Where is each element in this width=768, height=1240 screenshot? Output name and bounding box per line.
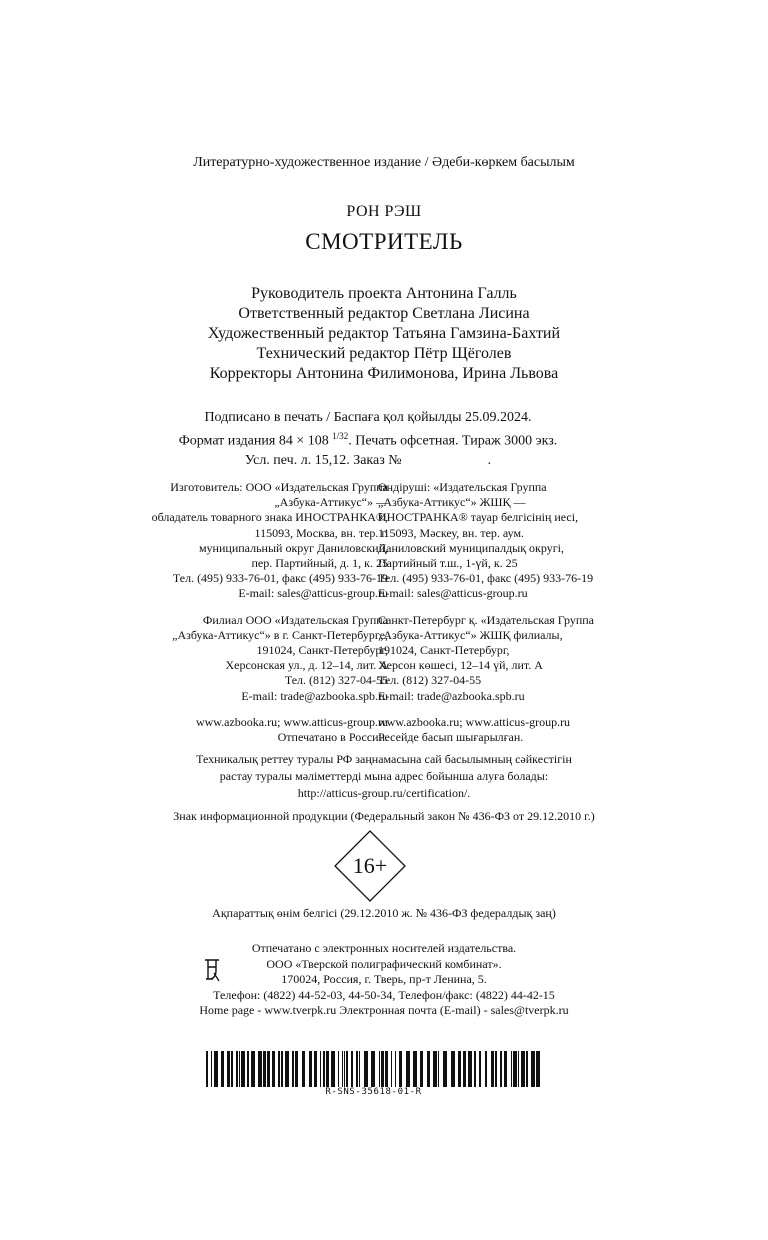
info-line: Отпечатано в России.	[277, 730, 388, 745]
info-line: „Азбука-Аттикус“» ЖШҚ —	[378, 495, 526, 510]
book-title: СМОТРИТЕЛЬ	[305, 229, 463, 254]
info-line: Тел. (495) 933-76-01, факс (495) 933-76-19	[172, 571, 388, 586]
web-block	[378, 715, 594, 745]
signed-date: Подписано в печать / Баспаға қол қойылды 25.09.2024.	[204, 410, 532, 425]
info-line: Даниловский муниципалдық округі,	[378, 540, 564, 555]
info-line: 191024, Санкт-Петербург,	[378, 643, 510, 658]
sheets-end: .	[487, 452, 492, 468]
info-line: Тел. (495) 933-76-01, факс (495) 933-76-19	[378, 571, 594, 586]
barcode-text: R-SNS-35618-01-R	[325, 1087, 422, 1097]
publisher-info-kz	[378, 480, 594, 756]
barcode-icon	[206, 1051, 541, 1087]
info-line: „Азбука-Аттикус“» ЖШҚ филиалы,	[378, 627, 563, 642]
printer-line: Телефон: (4822) 44-52-03, 44-50-34, Телефон/факс: (4822) 44-42-15	[213, 987, 555, 1002]
info-sign-ru: Знак информационной продукции (Федеральный закон № 436-ФЗ от 29.12.2010 г.)	[173, 809, 595, 823]
info-line: 191024, Санкт-Петербург,	[256, 643, 388, 658]
info-line: Филиал ООО «Издательская Группа	[202, 612, 388, 627]
staff-line: Ответственный редактор Светлана Лисина	[238, 305, 530, 322]
certification-link: http://atticus-group.ru/certification/.	[297, 786, 471, 800]
info-line: Херсон көшесі, 12–14 үй, лит. А	[378, 658, 543, 673]
info-line: www.azbooka.ru; www.atticus-group.ru	[195, 714, 388, 729]
tech-line: Техникалық реттеу туралы РФ заңнамасына сай басылымның сәйкестігін	[196, 752, 572, 766]
printer-line: 170024, Россия, г. Тверь, пр-т Ленина, 5.	[281, 972, 487, 987]
info-line: пер. Партийный, д. 1, к. 25	[251, 556, 388, 571]
info-line: муниципальный округ Даниловский,	[198, 540, 388, 555]
printer-line: Отпечатано с электронных носителей издательства.	[251, 941, 517, 955]
info-line: Тел. (812) 327-04-55	[284, 673, 388, 688]
info-line: E-mail: trade@azbooka.spb.ru	[378, 688, 525, 703]
info-line: „Азбука-Аттикус“» в г. Санкт-Петербурге,	[172, 627, 388, 642]
staff-line: Корректоры Антонина Филимонова, Ирина Львова	[209, 365, 559, 382]
info-line: 115093, Москва, вн. тер. г.	[254, 525, 388, 540]
info-line: Өндіруші: «Издательская Группа	[378, 480, 547, 494]
print-details	[0, 408, 736, 470]
manufacturer-block	[378, 480, 594, 602]
branch-block	[152, 613, 388, 704]
staff-line: Художественный редактор Татьяна Гамзина-Бахтий	[207, 325, 561, 342]
publisher-info-ru	[152, 480, 388, 756]
age-rating: 16+	[352, 853, 388, 878]
format-suffix: . Печать офсетная. Тираж 3000 экз.	[348, 433, 558, 449]
printer-info	[0, 941, 768, 1019]
info-line: E-mail: sales@atticus-group.ru	[378, 586, 528, 601]
info-line: E-mail: trade@azbooka.spb.ru	[241, 688, 388, 703]
format-fraction: 1/32	[332, 431, 349, 441]
printer-line: Home page - www.tverpk.ru Электронная почта (E-mail) - sales@tverpk.ru	[199, 1003, 569, 1018]
tech-regulation-note	[0, 751, 768, 802]
info-line: Ресейде басып шығарылған.	[378, 730, 524, 745]
printer-line: ООО «Тверской полиграфический комбинат».	[266, 956, 502, 971]
web-block	[152, 715, 388, 745]
info-line: 115093, Мәскеу, вн. тер. аум.	[378, 525, 525, 540]
staff-line: Технический редактор Пётр Щёголев	[256, 345, 512, 362]
sheets-line	[0, 451, 736, 470]
info-line: www.azbooka.ru; www.atticus-group.ru	[378, 714, 571, 729]
manufacturer-block	[152, 480, 388, 602]
info-sign-kz: Ақпараттық өнім белгісі (29.12.2010 ж. № 436-ФЗ федералдық заң)	[212, 906, 556, 920]
info-line: Партийный т.ш., 1-үй, к. 25	[378, 556, 518, 571]
age-rating-badge	[334, 830, 406, 902]
info-line: E-mail: sales@atticus-group.ru	[238, 586, 388, 601]
tech-line: растау туралы мәліметтерді мына адрес бойынша алуға болады:	[219, 769, 549, 783]
branch-block	[378, 613, 594, 704]
author-name: РОН РЭШ	[346, 203, 422, 220]
staff-line: Руководитель проекта Антонина Галль	[251, 285, 517, 302]
format-line	[0, 427, 736, 451]
editorial-staff	[0, 284, 768, 384]
info-line: Изготовитель: ООО «Издательская Группа	[170, 480, 388, 494]
info-line: Херсонская ул., д. 12–14, лит. А	[225, 658, 388, 673]
info-line: Тел. (812) 327-04-55	[378, 673, 482, 688]
info-line: ИНОСТРАНКА® тауар белгісінің иесі,	[378, 510, 579, 525]
format-prefix: Формат издания 84 × 108	[178, 433, 329, 449]
info-line: обладатель товарного знака ИНОСТРАНКА®,	[151, 510, 388, 525]
series-line: Литературно-художественное издание / Әдеби-көркем басылым	[193, 155, 575, 170]
sheets-text: Усл. печ. л. 15,12. Заказ №	[244, 452, 402, 468]
info-line: „Азбука-Аттикус“» —	[274, 495, 388, 510]
info-line: Санкт-Петербург қ. «Издательская Группа	[378, 612, 594, 627]
